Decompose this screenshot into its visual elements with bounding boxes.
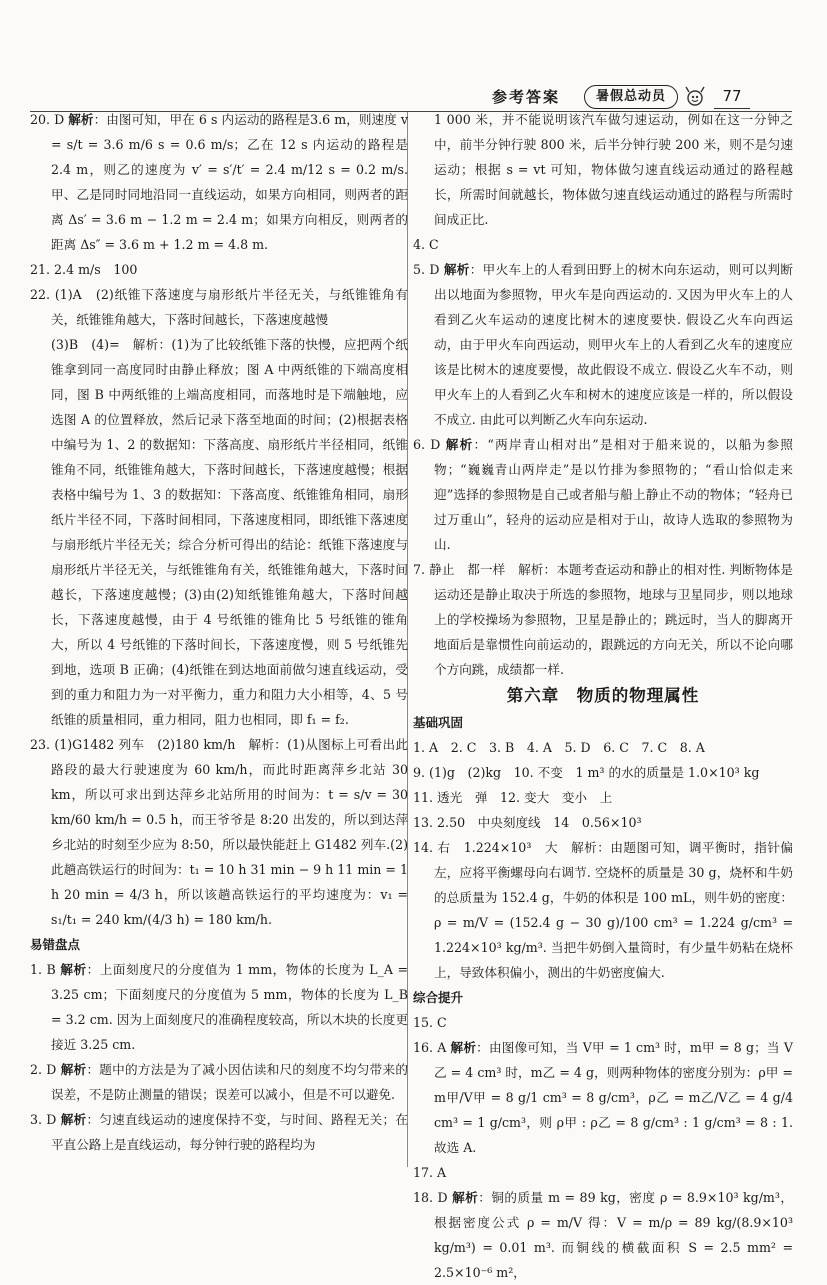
item-text: (3)B (4)= 解析：(1)为了比较纸锥下落的快慢，应把两个纸锥拿到同一高度同时由静止释放；图 A 中两纸锥的下端高度相同，图 B 中两纸锥的上端高度相同，而落地时是下端触地，应选图 A 的位置释放，然后记录下落至地面的时间；(2)根据表格中编号为 1、2 的数据知：下落高度、扇形纸片半径相同，纸锥锥角不同，纸锥锥角越大，下落时间越长，下落速度越慢；根据表格中编号为 1、3 的数据知：下落高度、纸锥锥角相同，扇形纸片半径不同，下落时间相同，下落速度相同，即纸锥下落速度与扇形纸片半径无关；综合分析可得出的结论：纸锥下落速度与扇形纸片半径无关，与纸锥锥角有关，纸锥锥角越大，下落时间越长，下落速度越慢；(3)由(2)知纸锥锥角越大，下落时间越长，下落速度越慢，由于 4 号纸锥的锥角比 5 号纸锥的锥角大，所以 4 号纸锥的下落时间长，下落速度慢，则 5 号纸锥先到地，选项 B 正确；(4)纸锥在到达地面前做匀速直线运动，受到的重力和阻力为一对平衡力，重力和阻力大小相等，4、5 号纸锥的质量相同，重力相同，阻力也相同，即 f₁ = f₂. <box>51 337 408 727</box>
item-text: ：题中的方法是为了减小因估读和尺的刻度不均匀带来的误差，不是防止测量的错误；误差可以减小，但是不可以避免. <box>51 1062 409 1102</box>
item-number: 21. <box>30 262 55 277</box>
answer-item <box>413 1010 793 1035</box>
item-text: 静止 都一样 解析：本题考查运动和静止的相对性. 判断物体是运动还是静止取决于所选的参照物，地球与卫星同步，则以地球上的学校操场为参照物，卫星是静止的；跳远时，当人的脚离开地面后是靠惯性向前运动的，跟跳远的方向无关，所以不论向哪个方向跳，成绩都一样. <box>429 562 793 677</box>
answer-item <box>30 107 408 257</box>
item-text: (1)g (2)kg 10. 不变 1 m³ 的水的质量是 1.0×10³ kg <box>429 765 760 780</box>
analysis-label: 解析 <box>60 1112 87 1127</box>
item-number: 3. D <box>30 1112 61 1127</box>
header-badge: 暑假总动员 <box>584 85 678 109</box>
item-number: 13. <box>413 815 438 830</box>
item-number: 15. C <box>413 1015 447 1030</box>
item-text: 1 000 米，并不能说明该汽车做匀速运动，例如在这一分钟之中，前半分钟行驶 800 米，后半分钟行驶 200 米，则不是匀速运动；根据 s = vt 可知，物体做匀速直线运动通过的路程越长，所需时间就越长，物体做匀速直线运动通过的路程与所需时间成正比. <box>434 112 793 227</box>
answer-item <box>413 1185 793 1285</box>
answer-item <box>413 810 793 835</box>
item-number: 5. D <box>413 262 444 277</box>
item-number: 4. C <box>413 237 439 252</box>
answer-item <box>30 732 408 932</box>
item-number: 2. D <box>30 1062 61 1077</box>
item-text: ：由图可知，甲在 6 s 内运动的路程是3.6 m，则速度 v = s/t = 3.6 m/6 s = 0.6 m/s；乙在 12 s 内运动的路程是 2.4 m，则乙的速度为 v′ = s′/t′ = 2.4 m/12 s = 0.2 m/s. 甲、乙是同时同地沿同一直线运动，如果方向相同，则两者的距离 Δs′ = 3.6 m − 1.2 m = 2.4 m；如果方向相反，则两者的距离 Δs″ = 3.6 m + 1.2 m = 4.8 m. <box>51 112 408 252</box>
item-text: (1)G1482 列车 (2)180 km/h 解析：(1)从图标上可看出此路段的最大行驶速度为 60 km/h，而此时距离萍乡北站 30 km，所以可求出到达萍乡北站所用的时间为：t = s/v = 30 km/60 km/h = 0.5 h，而王爷爷是 8:20 出发的，所以到达萍乡北站的时刻至少应为 8:50，所以最快能赶上 G1482 列车.(2)此趟高铁运行的时间为：t₁ = 10 h 31 min − 9 h 11 min = 1 h 20 min = 4/3 h，所以该趟高铁运行的平均速度为：v₁ = s₁/t₁ = 240 km/(4/3 h) = 180 km/h. <box>51 737 408 927</box>
item-text: ：上面刻度尺的分度值为 1 mm，物体的长度为 L_A = 3.25 cm；下面刻度尺的分度值为 5 mm，物体的长度为 L_B = 3.2 cm. 因为上面刻度尺的准确程度较高，所以木块的长度更接近 3.25 cm. <box>51 962 409 1052</box>
section-heading: 综合提升 <box>413 990 464 1005</box>
item-text: 2.4 m/s 100 <box>54 262 138 277</box>
analysis-label: 解析 <box>68 112 94 127</box>
item-text: ：铜的质量 m = 89 kg，密度 ρ = 8.9×10³ kg/m³，根据密度公式 ρ = m/V 得：V = m/ρ = 89 kg/(8.9×10³ kg/m³) = 0.01 m³. 而铜线的横截面积 S = 2.5 mm² = 2.5×10⁻⁶ m²， <box>434 1190 793 1280</box>
analysis-label: 解析 <box>443 262 470 277</box>
item-number: 1. <box>413 740 430 755</box>
answer-item <box>413 1160 793 1185</box>
analysis-label: 解析 <box>450 1040 477 1055</box>
item-number: 20. D <box>30 112 69 127</box>
answer-item <box>30 332 408 732</box>
item-number: 1. B <box>30 962 61 977</box>
answer-item <box>413 107 793 232</box>
item-text: ：匀速直线运动的速度保持不变，与时间、路程无关；在平直公路上是直线运动，每分钟行驶的路程均为 <box>51 1112 409 1152</box>
header-title: 参考答案 <box>492 88 561 106</box>
answer-item <box>413 232 793 257</box>
item-number: 22. <box>30 287 55 302</box>
item-number: 23. <box>30 737 55 752</box>
page-number: 77 <box>714 84 750 109</box>
answer-item <box>30 1057 408 1107</box>
section-heading: 基础巩固 <box>413 715 464 730</box>
item-text: 2.50 中央刻度线 14 0.56×10³ <box>437 815 642 830</box>
item-number: 9. <box>413 765 430 780</box>
item-text: ：“两岸青山相对出”是相对于船来说的，以船为参照物；“巍巍青山两岸走”是以竹排为参照物的；“看山恰似走来迎”选择的参照物是自己或者船与船上静止不动的物体；“轻舟已过万重山”，轻舟的运动应是相对于山，故诗人选取的参照物为山. <box>434 437 793 552</box>
item-text: ：由图像可知，当 V甲 = 1 cm³ 时，m甲 = 8 g；当 V乙 = 4 cm³ 时，m乙 = 4 g，则两种物体的密度分别为：ρ甲 = m甲/V甲 = 8 g/1 cm³ = 8 g/cm³，ρ乙 = m乙/V乙 = 4 g/4 cm³ = 1 g/cm³，则 ρ甲 : ρ乙 = 8 g/cm³ : 1 g/cm³ = 8 : 1. 故选 A. <box>434 1040 793 1155</box>
item-text: 右 1.224×10³ 大 解析：由题图可知，调平衡时，指针偏左，应将平衡螺母向右调节. 空烧杯的质量是 30 g，烧杯和牛奶的总质量为 152.4 g，牛奶的体积是 100 mL，则牛奶的密度：ρ = m/V = (152.4 g − 30 g)/100 cm³ = 1.224 g/cm³ = 1.224×10³ kg/m³. 当把牛奶倒入量筒时，有少量牛奶粘在烧杯上，导致体积偏小，测出的牛奶密度偏大. <box>434 840 793 980</box>
analysis-label: 解析 <box>60 1062 87 1077</box>
right-column <box>413 107 793 1285</box>
item-number: 7. <box>413 562 430 577</box>
answer-item <box>413 257 793 432</box>
answer-item <box>413 557 793 682</box>
answer-item <box>413 432 793 557</box>
answer-item <box>30 282 408 332</box>
answer-item <box>30 957 408 1057</box>
chapter-title: 第六章 物质的物理属性 <box>506 686 700 705</box>
left-column <box>30 107 408 1157</box>
item-text: ：甲火车上的人看到田野上的树木向东运动，则可以判断出以地面为参照物，甲火车是向西运动的. 又因为甲火车上的人看到乙火车运动的速度比树木的速度要快. 假设乙火车向西运动，由于甲火车向西运动，则甲火车上的人看到乙火车的速度应该是比树木的速度要慢，故此假设不成立. 假设乙火车不动，则甲火车上的人看到乙火车和树木的速度应该是一样的，所以假设不成立. 由此可以判断乙火车向东运动. <box>434 262 793 427</box>
answer-item <box>413 735 793 760</box>
item-text: 透光 弹 12. 变大 变小 上 <box>437 790 613 805</box>
answer-item <box>30 1107 408 1157</box>
analysis-label: 解析 <box>452 1190 479 1205</box>
item-number: 14. <box>413 840 438 855</box>
analysis-label: 解析 <box>445 437 474 452</box>
item-number: 11. <box>413 790 438 805</box>
analysis-label: 解析 <box>60 962 87 977</box>
answer-item <box>413 1035 793 1160</box>
item-number: 16. A <box>413 1040 451 1055</box>
answer-item <box>413 835 793 985</box>
answer-item <box>413 785 793 810</box>
item-text: A 2. C 3. B 4. A 5. D 6. C 7. C 8. A <box>429 740 705 755</box>
answer-item <box>413 760 793 785</box>
item-text: (1)A (2)纸锥下落速度与扇形纸片半径无关，与纸锥锥角有关，纸锥锥角越大，下落时间越长，下落速度越慢 <box>51 287 408 327</box>
answer-item <box>30 257 408 282</box>
item-number: 6. D <box>413 437 446 452</box>
item-number: 17. A <box>413 1165 447 1180</box>
item-number: 18. D <box>413 1190 453 1205</box>
section-heading: 易错盘点 <box>30 937 81 952</box>
